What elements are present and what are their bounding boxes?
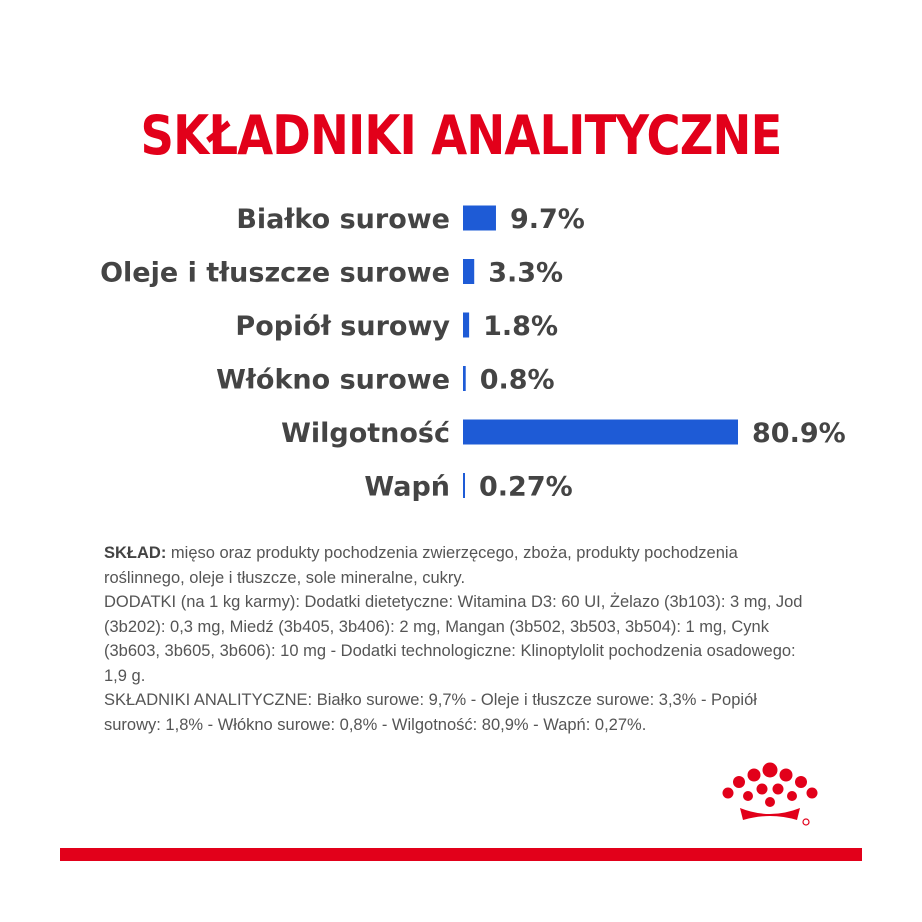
value-label-wilgotnosc: 80.9% — [752, 418, 846, 449]
category-label-wilgotnosc: Wilgotność — [281, 418, 450, 449]
value-label-wapn: 0.27% — [479, 471, 573, 503]
bottom-accent-bar — [60, 848, 862, 861]
composition-label: SKŁAD: — [104, 544, 167, 562]
composition-body: mięso oraz produkty pochodzenia zwierzęcego, zboża, produkty pochodzenia roślinnego, oleje i tłuszcze, sole mineralne, cukry. — [104, 544, 738, 587]
value-label-oleje-i-tluszcze-surowe: 3.3% — [488, 257, 564, 289]
analytic-paragraph: SKŁADNIKI ANALITYCZNE: Białko surowe: 9,7% - Oleje i tłuszcze surowe: 3,3% - Popiół surowy: 1,8% - Włókno surowe: 0,8% - Wilgotność: 80,9% - Wapń: 0,27%. — [104, 691, 757, 734]
category-label-popiol-surowy: Popiół surowy — [235, 311, 450, 342]
additives-paragraph: DODATKI (na 1 kg karmy): Dodatki dietetyczne: Witamina D3: 60 UI, Żelazo (3b103): 3 mg, Jod (3b202): 0,3 mg, Miedź (3b405, 3b406): 2 mg, Mangan (3b502, 3b503, 3b504): 1 mg, Cynk (3b603, 3b605, 3b606): 10 mg - Dodatki technologiczne: Klinoptylolit pochodzenia osadowego: 1,9 g. — [104, 593, 803, 685]
value-label-wlokno-surowe: 0.8% — [479, 364, 555, 396]
bar-wlokno-surowe — [463, 366, 466, 391]
bar-bialko-surowe — [463, 206, 496, 231]
chart-title: SKŁADNIKI ANALITYCZNE — [140, 104, 782, 167]
category-label-oleje-i-tluszcze-surowe: Oleje i tłuszcze surowe — [100, 257, 450, 289]
bar-wilgotnosc — [463, 420, 738, 445]
value-label-popiol-surowy: 1.8% — [483, 311, 559, 342]
category-label-wapn: Wapń — [364, 471, 450, 503]
value-label-bialko-surowe: 9.7% — [509, 204, 585, 235]
crown-logo-icon — [718, 760, 822, 832]
composition-text — [104, 541, 804, 737]
bar-popiol-surowy — [463, 313, 469, 338]
composition-paragraph — [104, 541, 804, 590]
category-label-bialko-surowe: Białko surowe — [236, 204, 450, 235]
bar-oleje-i-tluszcze-surowe — [463, 259, 474, 284]
category-label-wlokno-surowe: Włókno surowe — [216, 364, 450, 396]
bar-wapn — [463, 473, 465, 498]
